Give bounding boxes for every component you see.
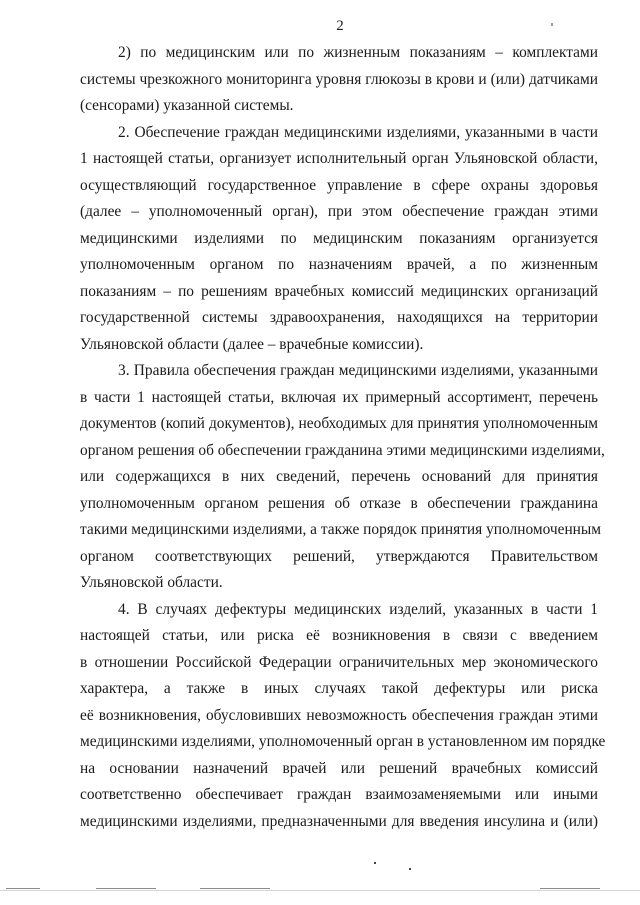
text-line: её возникновения, обусловивших невозможность обеспечения граждан этими bbox=[80, 706, 598, 724]
scan-bottom-edge bbox=[0, 890, 640, 891]
text-line: (сенсорами) указанной системы. bbox=[80, 97, 294, 114]
document-body bbox=[80, 40, 606, 835]
text-line: Ульяновской области (далее – врачебные комиссии). bbox=[80, 335, 424, 353]
text-line: уполномоченным органом по назначениям врачей, а по жизненным bbox=[80, 256, 598, 273]
text-line: (далее – уполномоченный орган), при этом обеспечение граждан этими bbox=[80, 203, 598, 220]
scan-edge-mark bbox=[540, 888, 600, 889]
text-line: настоящей статьи, или риска её возникновения в связи с введением bbox=[80, 627, 598, 644]
text-line: такими медицинскими изделиями, а также порядок принятия уполномоченным bbox=[80, 521, 602, 538]
text-line: на основании назначений врачей или решений врачебных комиссий bbox=[80, 759, 598, 777]
text-line: показаниям – по решениям врачебных комиссий медицинских организаций bbox=[80, 282, 598, 300]
scan-edge-mark bbox=[96, 888, 156, 889]
text-line: 3. Правила обеспечения граждан медицинскими изделиями, указанными bbox=[118, 362, 598, 379]
scan-speck bbox=[409, 868, 411, 870]
text-line: в части 1 настоящей статьи, включая их примерный ассортимент, перечень bbox=[80, 388, 598, 406]
text-line: или содержащихся в них сведений, перечень оснований для принятия bbox=[80, 468, 598, 485]
text-line: системы чрезкожного мониторинга уровня глюкозы в крови и (или) датчиками bbox=[80, 70, 598, 88]
text-line: медицинскими изделиями по медицинским показаниям организуется bbox=[80, 229, 598, 247]
text-line: органом решения об обеспечении гражданина этими медицинскими изделиями, bbox=[80, 441, 605, 459]
text-line: медицинскими изделиями, предназначенными для введения инсулина и (или) bbox=[80, 812, 598, 830]
text-line: осуществляющий государственное управление в сфере охраны здоровья bbox=[80, 176, 598, 194]
text-line: медицинскими изделиями, уполномоченный орган в установленном им порядке bbox=[80, 733, 606, 750]
text-line: соответственно обеспечивает граждан взаимозаменяемыми или иными bbox=[80, 786, 598, 803]
text-line: 4. В случаях дефектуры медицинских изделий, указанных в части 1 bbox=[118, 600, 598, 618]
scan-speck bbox=[374, 862, 376, 864]
text-line: Ульяновской области. bbox=[80, 574, 223, 591]
text-line: 2) по медицинским или по жизненным показаниям – комплектами bbox=[118, 44, 598, 61]
text-line: характера, а также в иных случаях такой дефектуры или риска bbox=[80, 680, 598, 697]
scan-mark bbox=[551, 23, 553, 26]
text-line: уполномоченным органом решения об отказе в обеспечении гражданина bbox=[80, 494, 598, 512]
scan-edge-mark bbox=[200, 888, 270, 889]
text-line: документов (копий документов), необходимых для принятия уполномоченным bbox=[80, 415, 598, 432]
text-line: 1 настоящей статьи, организует исполнительный орган Ульяновской области, bbox=[80, 150, 598, 167]
text-line: в отношении Российской Федерации ограничительных мер экономического bbox=[80, 653, 598, 671]
text-line: государственной системы здравоохранения, находящихся на территории bbox=[80, 309, 598, 326]
text-line: 2. Обеспечение граждан медицинскими изделиями, указанными в части bbox=[118, 123, 598, 141]
scan-edge-mark bbox=[6, 888, 40, 889]
page-number: 2 bbox=[336, 18, 344, 34]
text-line: органом соответствующих решений, утверждаются Правительством bbox=[80, 547, 598, 565]
